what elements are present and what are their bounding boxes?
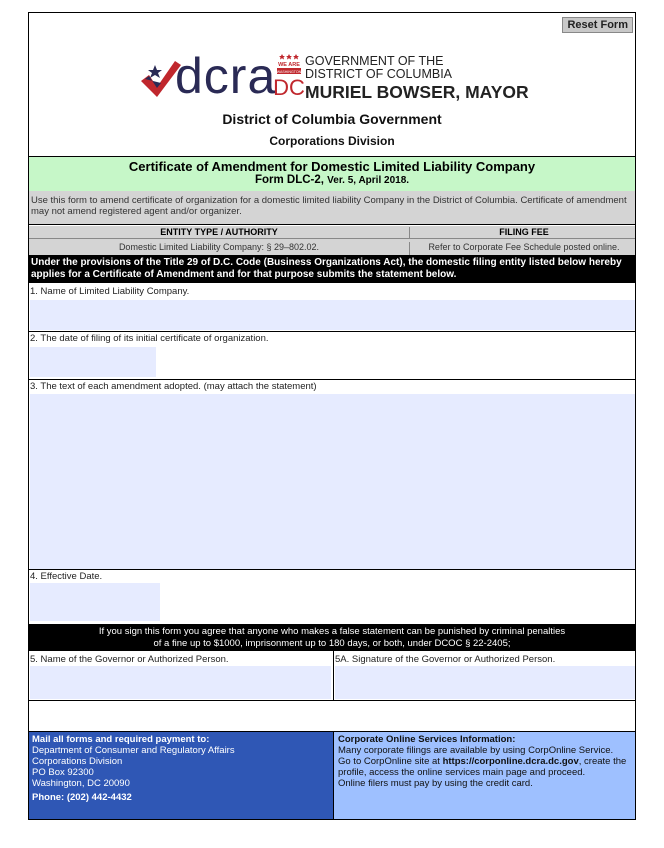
field-4-label: 4. Effective Date. <box>30 571 103 582</box>
mailing-info: Mail all forms and required payment to: Department of Consumer and Regulatory Affairs Corporations Division PO Box 92300 Washington, DC 20090 Phone: (202) 442-4432 <box>29 732 333 819</box>
dcra-logo <box>139 48 539 104</box>
false-statement-warning: If you sign this form you agree that anyone who makes a false statement can be punished by criminal penalties of a fine up to $1000, imprisonment up to 180 days, or both, under DCOC § 22-2405; <box>29 624 635 651</box>
badge-bottom-text: WASHINGTON <box>276 69 302 74</box>
field-1-label: 1. Name of Limited Liability Company. <box>30 286 190 297</box>
divider <box>29 700 635 701</box>
corponline-link[interactable]: https://corponline.dcra.dc.gov <box>442 756 579 767</box>
form-title-bar <box>29 156 635 192</box>
dcra-wordmark: dcra <box>175 48 277 104</box>
divider <box>29 569 635 570</box>
field-5-label: 5. Name of the Governor or Authorized Person. <box>30 654 229 665</box>
form-page <box>28 12 636 820</box>
phone-number: Phone: (202) 442-4432 <box>32 792 132 803</box>
dc-badge <box>273 53 305 100</box>
governor-name-input[interactable] <box>30 666 331 699</box>
field-5a-label: 5A. Signature of the Governor or Authorized Person. <box>335 654 556 665</box>
entity-type-header: ENTITY TYPE / AUTHORITY <box>160 227 278 237</box>
government-text: GOVERNMENT OF THE DISTRICT OF COLUMBIA <box>305 54 453 81</box>
divider <box>333 651 334 700</box>
filing-date-input[interactable] <box>30 347 156 377</box>
fee-table-header <box>29 226 635 238</box>
divider <box>29 331 635 332</box>
divider <box>29 379 635 380</box>
filing-fee-header: FILING FEE <box>409 227 638 239</box>
intro-text: Use this form to amend certificate of organization for a domestic limited liability Company in the District of Columbia. Certificate of amendment may not amend registered agent and/or organizer. <box>29 191 635 225</box>
form-title: Certificate of Amendment for Domestic Limited Liability Company <box>128 159 536 174</box>
reset-form-button[interactable]: Reset Form <box>562 17 633 33</box>
division-title: Corporations Division <box>269 134 395 148</box>
amendment-text-input[interactable] <box>30 394 635 569</box>
form-number: Form DLC-2, Ver. 5, April 2018. <box>254 174 410 186</box>
badge-dc-text: DC <box>273 75 305 100</box>
provision-text: Under the provisions of the Title 29 of D.C. Code (Business Organizations Act), the domestic filing entity listed below hereby applies for a Certificate of Amendment and for that purpose submits the statement below. <box>29 255 635 283</box>
online-services-info: Corporate Online Services Information: Many corporate filings are available by using CorpOnline Service. Go to CorpOnline site at https://corponline.dcra.dc.gov, create the profile, access the online services main page and proceed. Online filers must pay by using the credit card. <box>333 732 635 819</box>
filing-fee-value: Refer to Corporate Fee Schedule posted online. <box>409 242 638 258</box>
org-title: District of Columbia Government <box>222 111 442 127</box>
badge-top-text: WE ARE <box>278 62 300 68</box>
field-3-label: 3. The text of each amendment adopted. (may attach the statement) <box>30 381 317 392</box>
effective-date-input[interactable] <box>30 583 160 621</box>
fee-table-row <box>29 238 635 255</box>
signature-input[interactable] <box>335 666 635 699</box>
llc-name-input[interactable] <box>30 300 635 330</box>
field-2-label: 2. The date of filing of its initial certificate of organization. <box>30 333 269 344</box>
mayor-text: MURIEL BOWSER, MAYOR <box>305 82 529 102</box>
entity-type-value: Domestic Limited Liability Company: § 29–802.02. <box>118 242 320 252</box>
